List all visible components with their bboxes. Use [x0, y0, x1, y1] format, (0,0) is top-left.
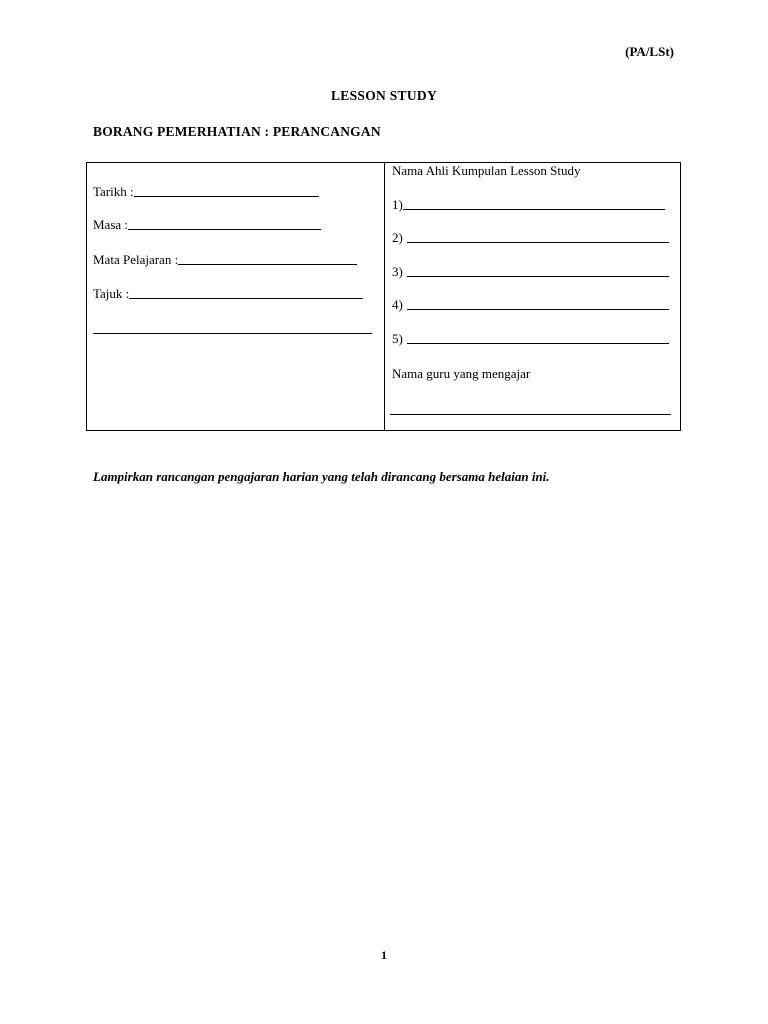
page-title: LESSON STUDY — [330, 88, 437, 103]
member-2-blank[interactable] — [407, 241, 669, 243]
member-2-label: 2) — [392, 230, 403, 245]
member-5-label: 5) — [392, 331, 403, 346]
attachment-note: Lampirkan rancangan pengajaran harian yang telah dirancang bersama helaian ini. — [93, 469, 550, 484]
member-3-label: 3) — [392, 264, 403, 279]
observation-form-table — [86, 162, 681, 431]
member-2-field[interactable] — [392, 230, 669, 246]
member-4-label: 4) — [392, 297, 403, 312]
teacher-label — [392, 366, 530, 382]
member-4-field[interactable] — [392, 297, 669, 313]
teacher-name-blank[interactable] — [390, 414, 671, 415]
tajuk-field[interactable] — [93, 286, 363, 302]
column-divider — [384, 163, 385, 430]
tajuk-blank[interactable] — [129, 297, 363, 299]
masa-field[interactable] — [93, 217, 321, 233]
member-1-label: 1) — [392, 197, 403, 212]
tajuk-continuation-blank[interactable] — [93, 333, 372, 334]
teacher-label-text: Nama guru yang mengajar — [392, 366, 531, 381]
member-3-blank[interactable] — [407, 275, 669, 277]
masa-blank[interactable] — [128, 228, 321, 230]
tarikh-blank[interactable] — [134, 195, 319, 197]
members-heading — [392, 163, 581, 179]
member-3-field[interactable] — [392, 264, 669, 280]
tajuk-label: Tajuk : — [93, 286, 130, 301]
page-number: 1 — [381, 948, 387, 962]
tarikh-field[interactable] — [93, 184, 319, 200]
member-1-field[interactable] — [392, 197, 665, 213]
tarikh-label: Tarikh : — [93, 184, 134, 199]
members-heading-text: Nama Ahli Kumpulan Lesson Study — [392, 163, 581, 178]
form-subtitle: BORANG PEMERHATIAN : PERANCANGAN — [93, 124, 381, 139]
member-4-blank[interactable] — [407, 308, 669, 310]
form-code: (PA/LSt) — [625, 44, 674, 59]
member-5-blank[interactable] — [407, 342, 669, 344]
mata-pelajaran-field[interactable] — [93, 252, 357, 268]
member-1-blank[interactable] — [403, 208, 665, 210]
mata-pelajaran-blank[interactable] — [178, 263, 357, 265]
masa-label: Masa : — [93, 217, 129, 232]
mata-pelajaran-label: Mata Pelajaran : — [93, 252, 179, 267]
member-5-field[interactable] — [392, 331, 669, 347]
